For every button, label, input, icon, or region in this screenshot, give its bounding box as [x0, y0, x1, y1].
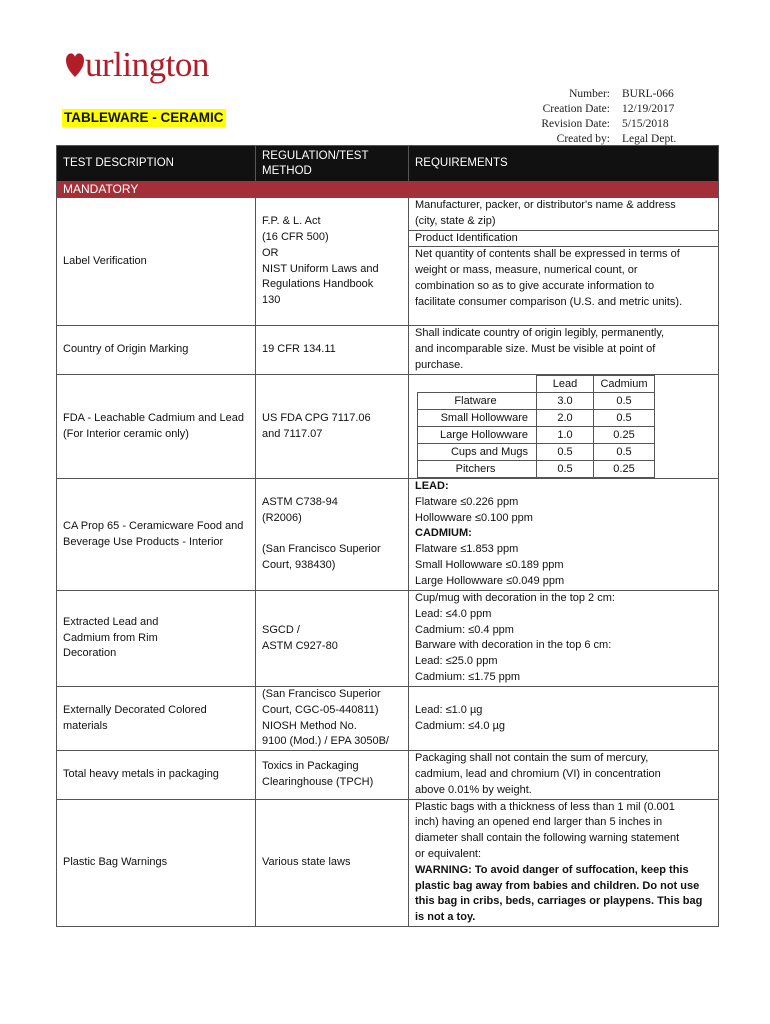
- document-meta: [470, 87, 702, 147]
- section-mandatory: MANDATORY: [57, 182, 719, 198]
- requirements-table: [56, 145, 719, 927]
- row-description: Externally Decorated Colored materials: [57, 687, 256, 751]
- table-row: [57, 687, 719, 751]
- table-row: [57, 751, 719, 799]
- row-description: Total heavy metals in packaging: [57, 751, 256, 799]
- lead-limits: Flatware ≤0.226 ppm Hollowware ≤0.100 ppm: [415, 495, 533, 524]
- table-row: [57, 479, 719, 591]
- row-requirements: Lead: ≤1.0 µg Cadmium: ≤4.0 µg: [409, 687, 719, 751]
- bag-requirement: Plastic bags with a thickness of less than 1 mil (0.001 inch) having an opened end larger than 5 inches in diameter shall contain the following warning statement or equivalent:: [415, 800, 680, 860]
- row-method: US FDA CPG 7117.06 and 7117.07: [256, 375, 409, 479]
- row-method: Various state laws: [256, 799, 409, 926]
- lead-cadmium-limits-table: [417, 375, 655, 478]
- row-method: (San Francisco Superior Court, CGC-05-440811) NIOSH Method No. 9100 (Mod.) / EPA 3050B/: [256, 687, 409, 751]
- row-method: F.P. & L. Act (16 CFR 500) OR NIST Uniform Laws and Regulations Handbook 130: [256, 198, 409, 326]
- table-header-row: [57, 146, 719, 182]
- row-method: SGCD / ASTM C927-80: [256, 591, 409, 687]
- row-description: Label Verification: [57, 198, 256, 326]
- limit-item-name: Small Hollowware: [418, 410, 537, 427]
- header-test-description: TEST DESCRIPTION: [57, 146, 256, 182]
- row-description: CA Prop 65 - Ceramicware Food and Beverage Use Products - Interior: [57, 479, 256, 591]
- limit-row: [418, 393, 655, 410]
- requirement-item: Product Identification: [409, 231, 718, 248]
- cadmium-heading: CADMIUM:: [415, 527, 472, 540]
- brand-wordmark: urlington: [85, 45, 209, 84]
- row-requirements: [409, 799, 719, 926]
- column-cadmium: Cadmium: [594, 376, 655, 393]
- lead-heading: LEAD:: [415, 480, 449, 492]
- row-description: FDA - Leachable Cadmium and Lead (For Interior ceramic only): [57, 375, 256, 479]
- meta-created-by: Created by: Legal Dept.: [556, 133, 677, 145]
- row-description: Country of Origin Marking: [57, 326, 256, 375]
- limit-lead: 0.5: [537, 444, 594, 461]
- table-row: [57, 591, 719, 687]
- limit-cadmium: 0.5: [594, 393, 655, 410]
- row-requirements: Packaging shall not contain the sum of mercury, cadmium, lead and chromium (VI) in concentration above 0.01% by weight.: [409, 751, 719, 799]
- row-requirements: Shall indicate country of origin legibly, permanently, and incomparable size. Must be visible at point of purchase.: [409, 326, 719, 375]
- meta-revision-date: Revision Date: 5/15/2018: [541, 118, 669, 130]
- section-row: [57, 182, 719, 198]
- column-lead: Lead: [537, 376, 594, 393]
- limit-lead: 1.0: [537, 427, 594, 444]
- table-row: [57, 326, 719, 375]
- bag-warning: WARNING: To avoid danger of suffocation, keep this plastic bag away from babies and children. Do not use this bag in cribs, beds, carriages or playpens. This bag is not a toy.: [415, 863, 703, 924]
- limit-cadmium: 0.5: [594, 444, 655, 461]
- meta-creation-date: Creation Date: 12/19/2017: [542, 103, 675, 115]
- limit-cadmium: 0.25: [594, 427, 655, 444]
- limit-cadmium: 0.25: [594, 461, 655, 478]
- meta-number: Number: BURL-066: [569, 88, 674, 100]
- limit-cadmium: 0.5: [594, 410, 655, 427]
- row-requirements: [409, 479, 719, 591]
- row-description: Extracted Lead and Cadmium from Rim Decoration: [57, 591, 256, 687]
- row-method: Toxics in Packaging Clearinghouse (TPCH): [256, 751, 409, 799]
- cadmium-limits: Flatware ≤1.853 ppm Small Hollowware ≤0.189 ppm Large Hollowware ≤0.049 ppm: [415, 543, 565, 587]
- table-row: [57, 799, 719, 926]
- requirement-item: Manufacturer, packer, or distributor's name & address (city, state & zip): [409, 198, 718, 231]
- limit-item-name: Flatware: [418, 393, 537, 410]
- row-requirements: [409, 198, 719, 326]
- document-title: TABLEWARE - CERAMIC: [64, 110, 224, 125]
- limit-row: [418, 444, 655, 461]
- burlington-logo: [66, 43, 209, 87]
- limit-item-name: Pitchers: [418, 461, 537, 478]
- row-description: Plastic Bag Warnings: [57, 799, 256, 926]
- requirement-item: Net quantity of contents shall be expressed in terms of weight or mass, measure, numerical count, or combination so as to give accurate information to facilitate consumer comparison (U.S. and metric units).: [415, 248, 683, 308]
- limit-lead: 2.0: [537, 410, 594, 427]
- table-row: [57, 198, 719, 326]
- limit-item-name: Cups and Mugs: [418, 444, 537, 461]
- row-method: 19 CFR 134.11: [256, 326, 409, 375]
- limit-item-name: Large Hollowware: [418, 427, 537, 444]
- header-regulation-method: REGULATION/TEST METHOD: [256, 146, 409, 182]
- header-requirements: REQUIREMENTS: [409, 146, 719, 182]
- limit-row: [418, 461, 655, 478]
- limit-lead: 3.0: [537, 393, 594, 410]
- limit-row: [418, 427, 655, 444]
- row-method: ASTM C738-94 (R2006) (San Francisco Superior Court, 938430): [256, 479, 409, 591]
- limit-lead: 0.5: [537, 461, 594, 478]
- row-requirements: Cup/mug with decoration in the top 2 cm: Lead: ≤4.0 ppm Cadmium: ≤0.4 ppm Barware with decoration in the top 6 cm: Lead: ≤25.0 ppm Cadmium: ≤1.75 ppm: [409, 591, 719, 687]
- table-row: [57, 375, 719, 479]
- heart-icon: [66, 51, 84, 79]
- row-requirements: [409, 375, 719, 479]
- limit-row: [418, 410, 655, 427]
